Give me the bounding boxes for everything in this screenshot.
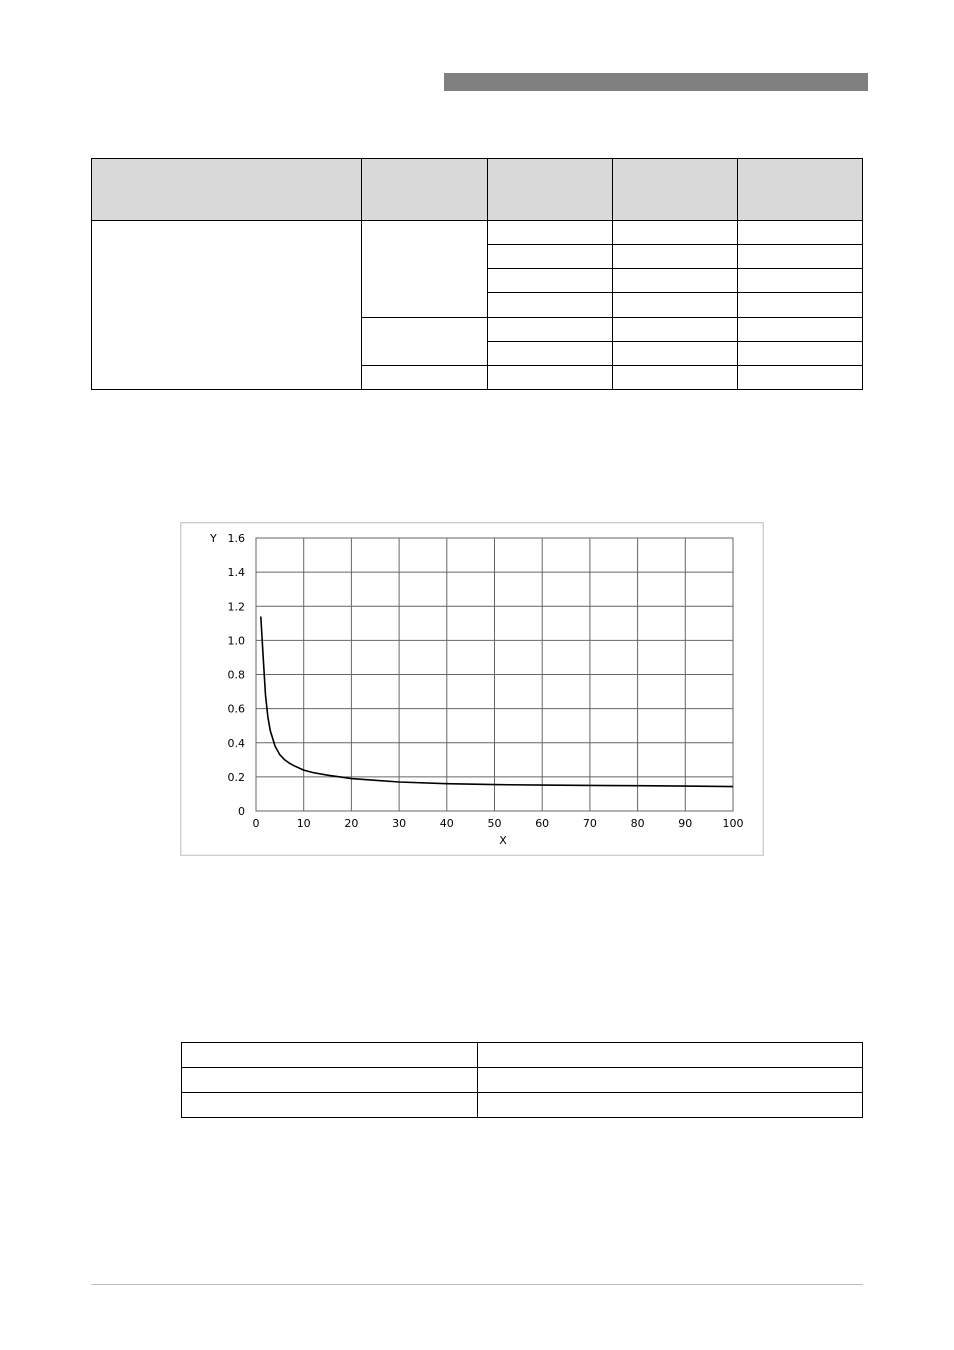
table-cell: [487, 293, 612, 317]
y-tick-label: 1.4: [227, 566, 245, 580]
x-tick-label: 50: [487, 817, 502, 830]
table-cell: [182, 1093, 478, 1118]
table-cell: [612, 221, 737, 245]
x-tick-label: 100: [722, 817, 744, 830]
header-cell: [92, 159, 362, 221]
table-cell: [478, 1068, 863, 1093]
table-cell: [737, 341, 862, 365]
table-cell: [737, 269, 862, 293]
table-cell: [487, 365, 612, 389]
table-cell: [612, 245, 737, 269]
y-tick-label: 0.8: [227, 668, 245, 682]
table-cell: [92, 221, 362, 390]
table-cell: [737, 365, 862, 389]
table-cell: [487, 245, 612, 269]
line-chart: [181, 523, 763, 855]
table-cell: [612, 269, 737, 293]
table-cell: [362, 317, 487, 365]
table-cell: [362, 365, 487, 389]
y-tick-label: 0.6: [227, 702, 245, 716]
y-tick-label: 0.2: [227, 770, 245, 784]
table-cell: [612, 293, 737, 317]
table-cell: [182, 1068, 478, 1093]
table-cell: [612, 365, 737, 389]
data-series-line: [261, 617, 733, 787]
table-row: [182, 1093, 863, 1118]
table-cell: [737, 221, 862, 245]
x-tick-label: 30: [392, 817, 407, 830]
footer-rule: [91, 1284, 863, 1285]
chart-frame: [180, 522, 764, 856]
table-cell: [612, 341, 737, 365]
header-cell: [362, 159, 487, 221]
table-cell: [487, 269, 612, 293]
header-bar: [444, 73, 868, 91]
table-cell: [612, 317, 737, 341]
y-axis-label: Y: [210, 532, 217, 545]
y-tick-label: 1.0: [227, 634, 245, 648]
table-cell: [478, 1043, 863, 1068]
y-tick-label: 0.4: [227, 736, 245, 750]
y-tick-label: 1.2: [227, 600, 245, 614]
specification-table: [91, 158, 863, 390]
table-cell: [487, 341, 612, 365]
y-tick-label: 1.6: [227, 532, 245, 545]
x-tick-label: 70: [582, 817, 597, 830]
header-cell: [487, 159, 612, 221]
table-cell: [182, 1043, 478, 1068]
table-cell: [737, 245, 862, 269]
x-tick-label: 0: [252, 817, 260, 830]
x-tick-label: 10: [296, 817, 311, 830]
parameter-table: [181, 1042, 863, 1118]
table-cell: [478, 1093, 863, 1118]
x-tick-label: 90: [678, 817, 693, 830]
y-tick-label: 0: [238, 805, 245, 818]
x-tick-label: 60: [535, 817, 550, 830]
table-cell: [487, 221, 612, 245]
table-header-row: [92, 159, 863, 221]
header-cell: [612, 159, 737, 221]
table-cell: [737, 317, 862, 341]
table-row: [182, 1043, 863, 1068]
table-row: [92, 221, 863, 245]
x-tick-label: 40: [439, 817, 454, 830]
x-tick-label: 20: [344, 817, 359, 830]
chart-grid: [256, 538, 733, 811]
table-row: [182, 1068, 863, 1093]
header-cell: [737, 159, 862, 221]
table-cell: [487, 317, 612, 341]
x-axis-label: X: [499, 834, 507, 847]
table-cell: [362, 221, 487, 318]
table-cell: [737, 293, 862, 317]
x-tick-label: 80: [630, 817, 645, 830]
